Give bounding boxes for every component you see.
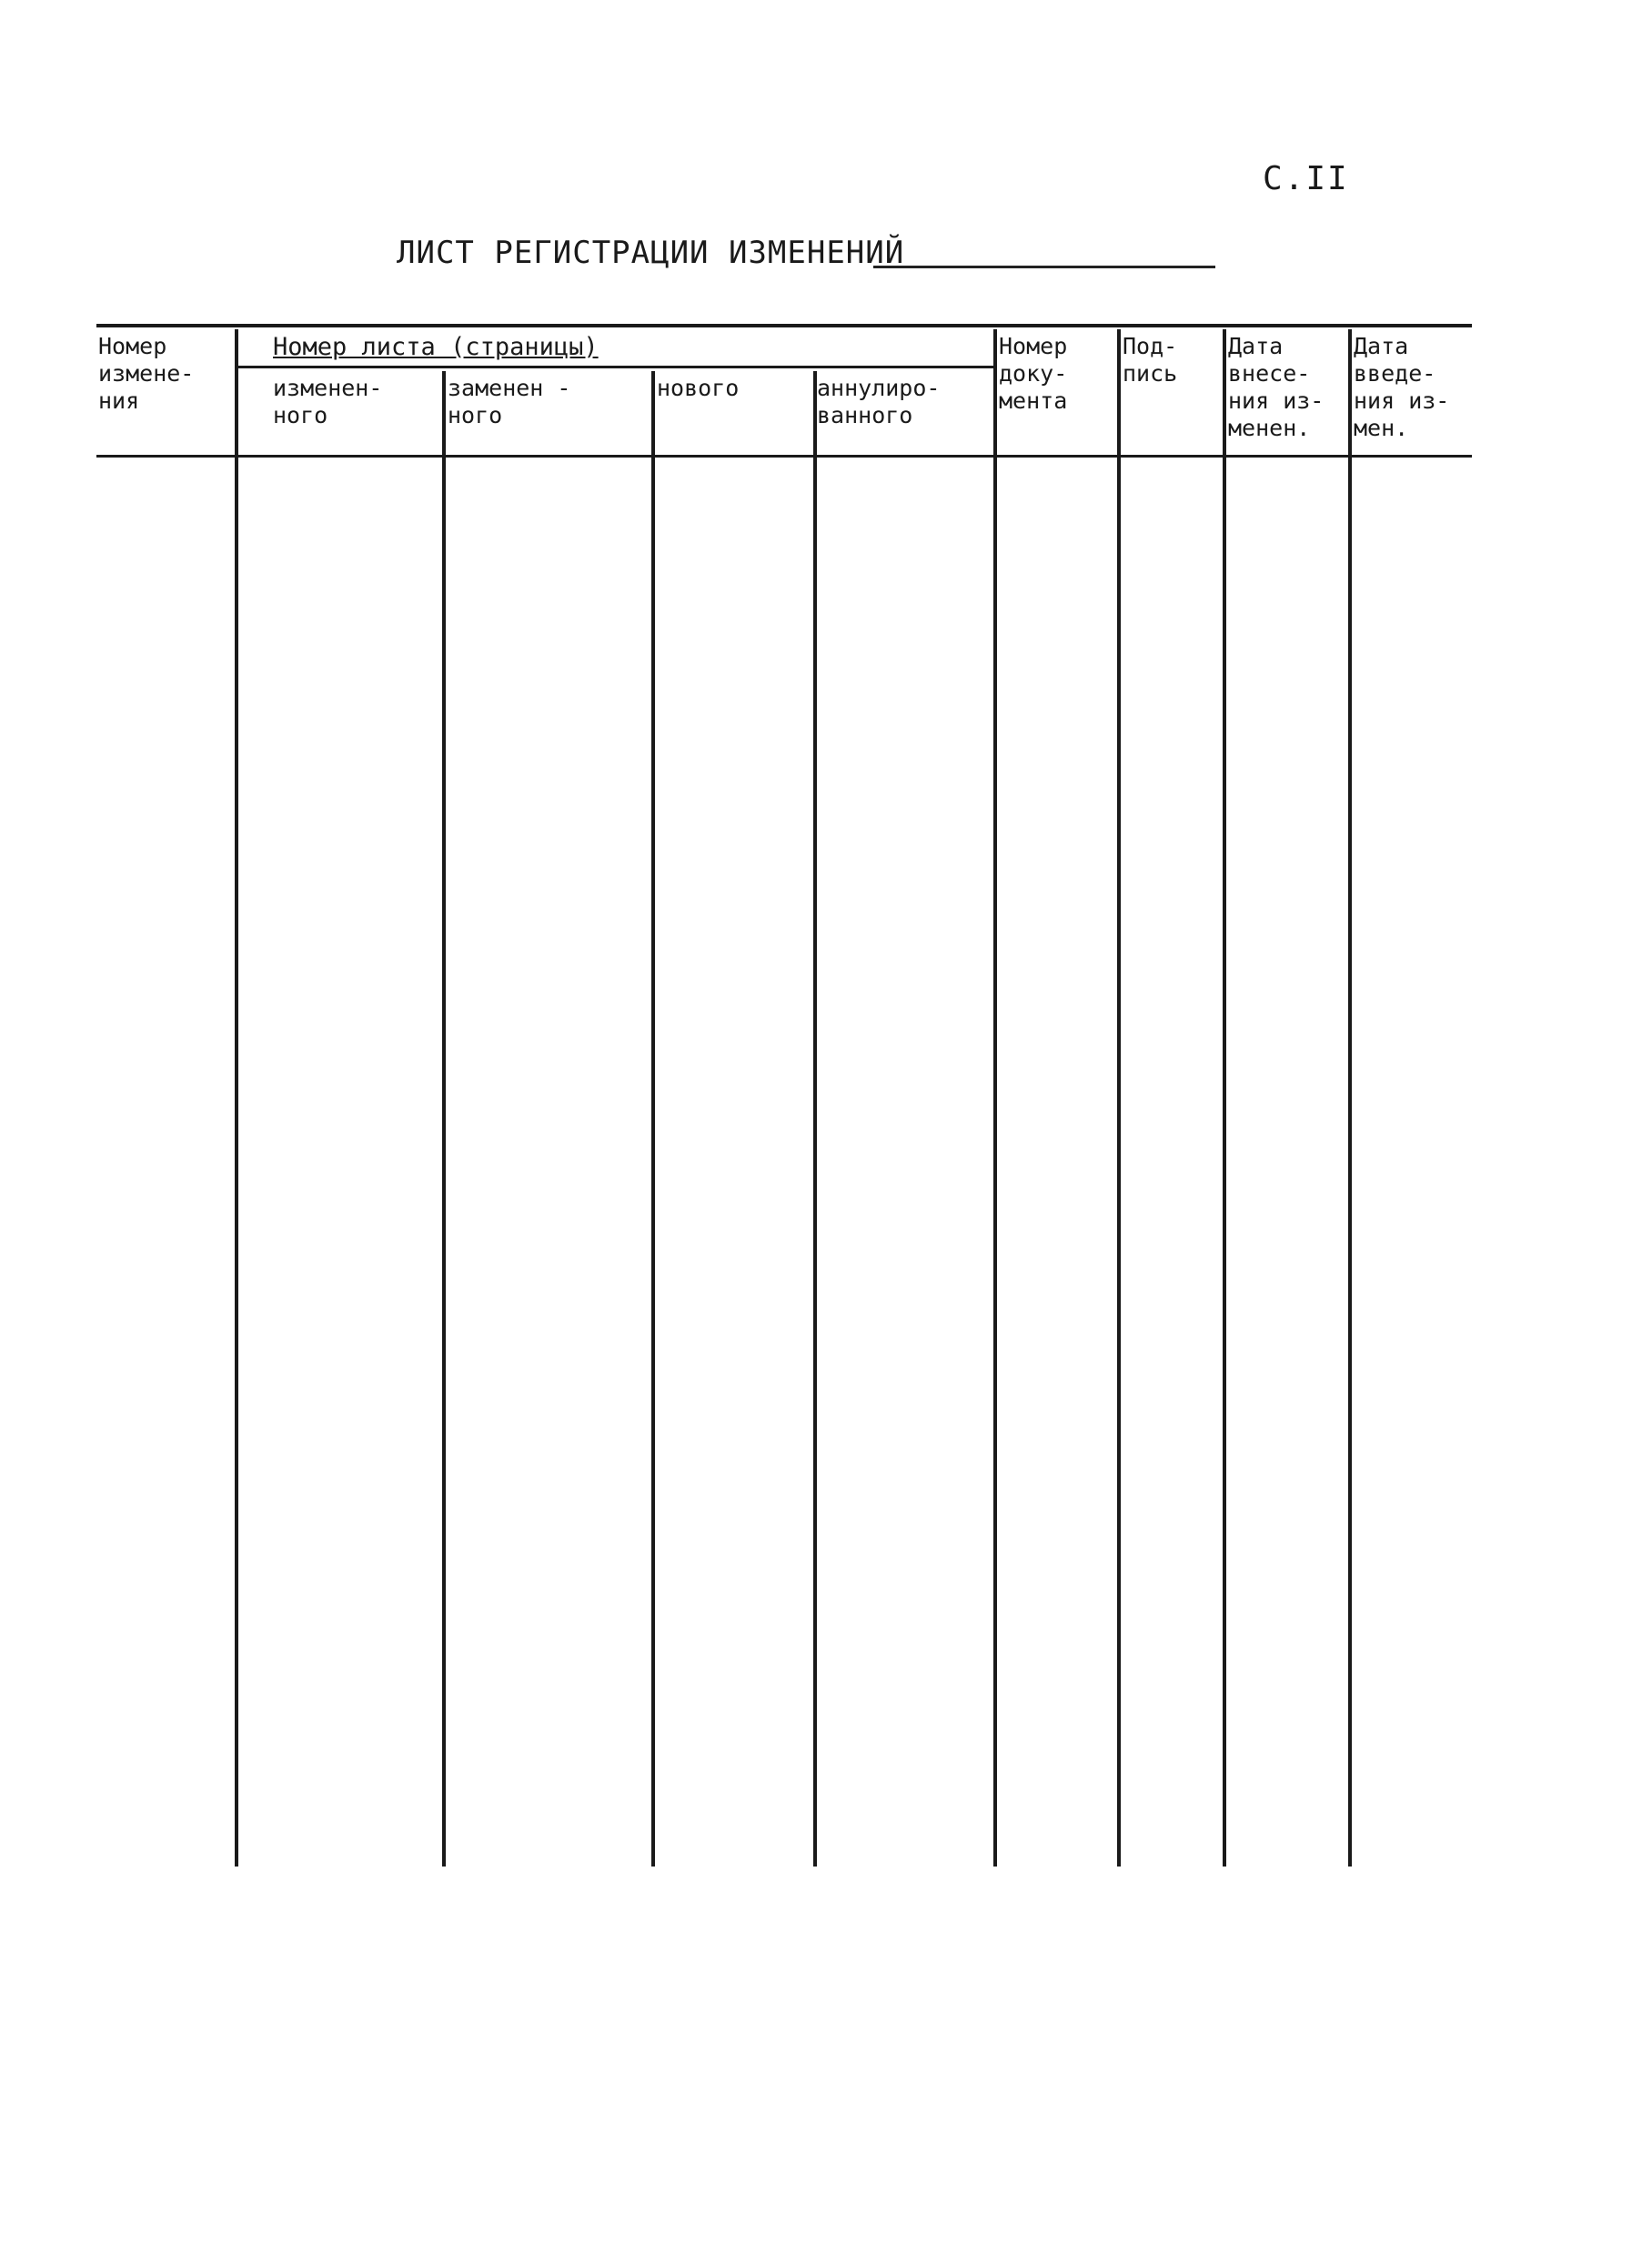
column-header-effective-date: Дата введе- ния из- мен.: [1354, 333, 1450, 441]
column-header-new: нового: [657, 375, 740, 401]
title-blank-line: [873, 266, 1215, 268]
sheet-title: ЛИСТ РЕГИСТРАЦИИ ИЗМЕНЕНИЙ: [397, 235, 905, 271]
column-header-annulled: аннулиро- ванного: [817, 375, 941, 428]
table-body: [96, 458, 1472, 1867]
column-header-signature: Под- пись: [1123, 333, 1178, 387]
column-header-entry-date: Дата внесе- ния из- менен.: [1228, 333, 1325, 441]
table-top-rule: [96, 324, 1472, 327]
column-header-changed: изменен- ного: [273, 375, 383, 428]
column-header-document-number: Номер доку- мента: [999, 333, 1068, 414]
column-header-change-number: Номер измене- ния: [98, 333, 195, 414]
page-number: С.II: [1263, 160, 1349, 197]
group-header-rule: [238, 366, 995, 368]
column-header-replaced: заменен - ного: [448, 375, 571, 428]
group-header-label: Номер листа (страницы): [273, 333, 599, 361]
